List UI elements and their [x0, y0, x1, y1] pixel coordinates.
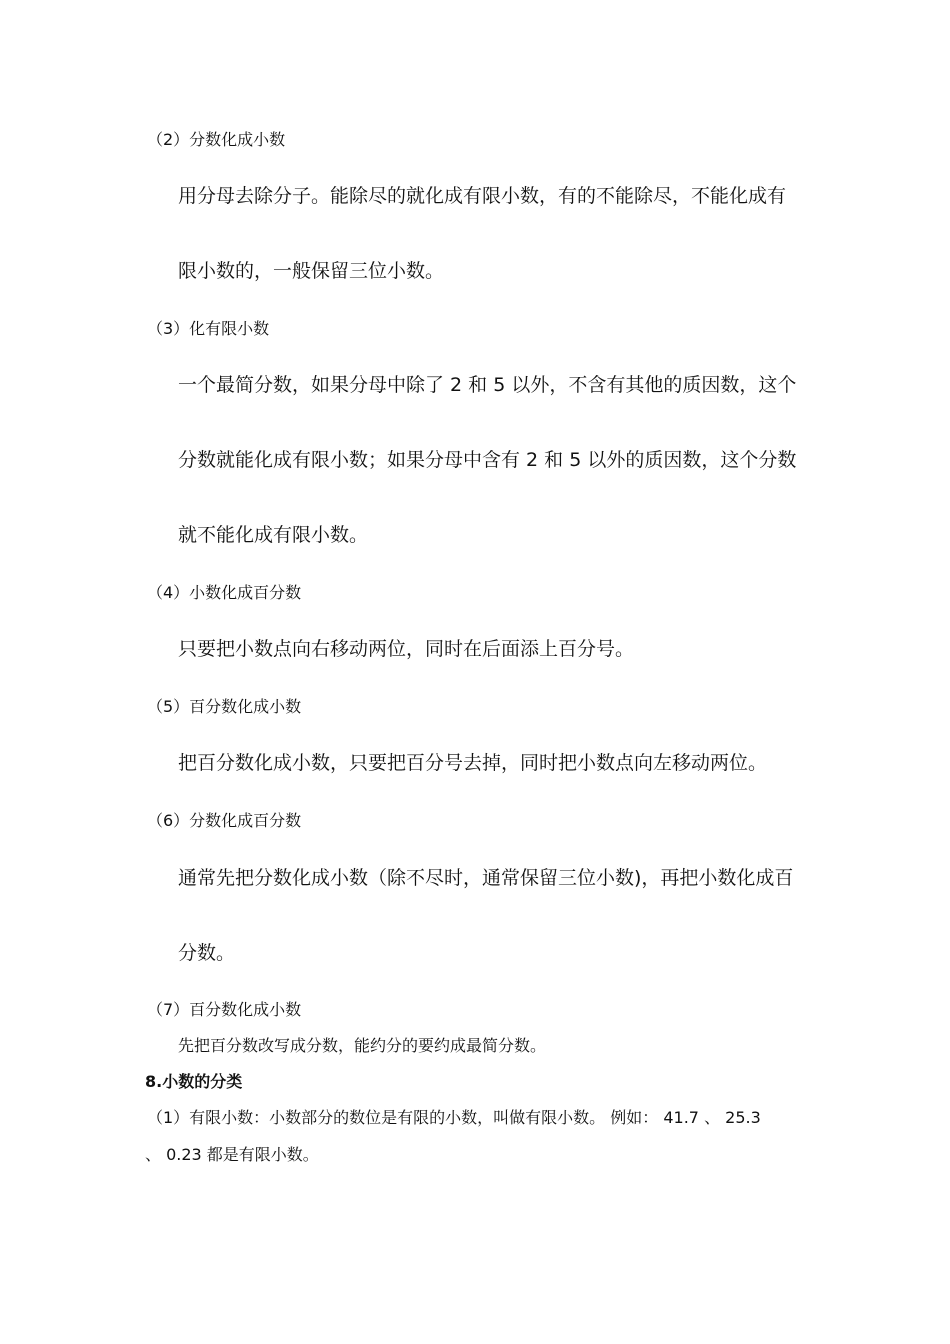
paragraph-line: 通常先把分数化成小数（除不尽时，通常保留三位小数)，再把小数化成百: [178, 867, 794, 889]
paragraph-line: 分数。: [178, 942, 236, 964]
heading-7-percent-to-fraction: （7）百分数化成小数: [147, 1000, 302, 1019]
paragraph-line: 只要把小数点向右移动两位，同时在后面添上百分号。: [178, 638, 635, 660]
heading-3-finite-decimal: （3）化有限小数: [147, 319, 270, 338]
list-item: （1）有限小数：小数部分的数位是有限的小数，叫做有限小数。 例如： 41.7 、 25.3: [147, 1108, 761, 1127]
heading-2-fraction-to-decimal: （2）分数化成小数: [147, 130, 286, 149]
paragraph-line: 先把百分数改写成分数，能约分的要约成最简分数。: [178, 1036, 547, 1055]
heading-6-fraction-to-percent: （6）分数化成百分数: [147, 811, 302, 830]
paragraph-line: 限小数的，一般保留三位小数。: [178, 260, 445, 282]
paragraph-line: 用分母去除分子。能除尽的就化成有限小数，有的不能除尽，不能化成有: [178, 185, 787, 207]
paragraph-line: 分数就能化成有限小数；如果分母中含有 2 和 5 以外的质因数，这个分数: [178, 449, 797, 471]
paragraph-line: 就不能化成有限小数。: [178, 524, 369, 546]
list-item-continuation: 、 0.23 都是有限小数。: [145, 1145, 319, 1164]
section-title-decimal-classification: 8.小数的分类: [145, 1072, 243, 1091]
paragraph-line: 把百分数化成小数，只要把百分号去掉，同时把小数点向左移动两位。: [178, 752, 768, 774]
heading-4-decimal-to-percent: （4）小数化成百分数: [147, 583, 302, 602]
paragraph-line: 一个最简分数，如果分母中除了 2 和 5 以外，不含有其他的质因数，这个: [178, 374, 797, 396]
heading-5-percent-to-decimal: （5）百分数化成小数: [147, 697, 302, 716]
